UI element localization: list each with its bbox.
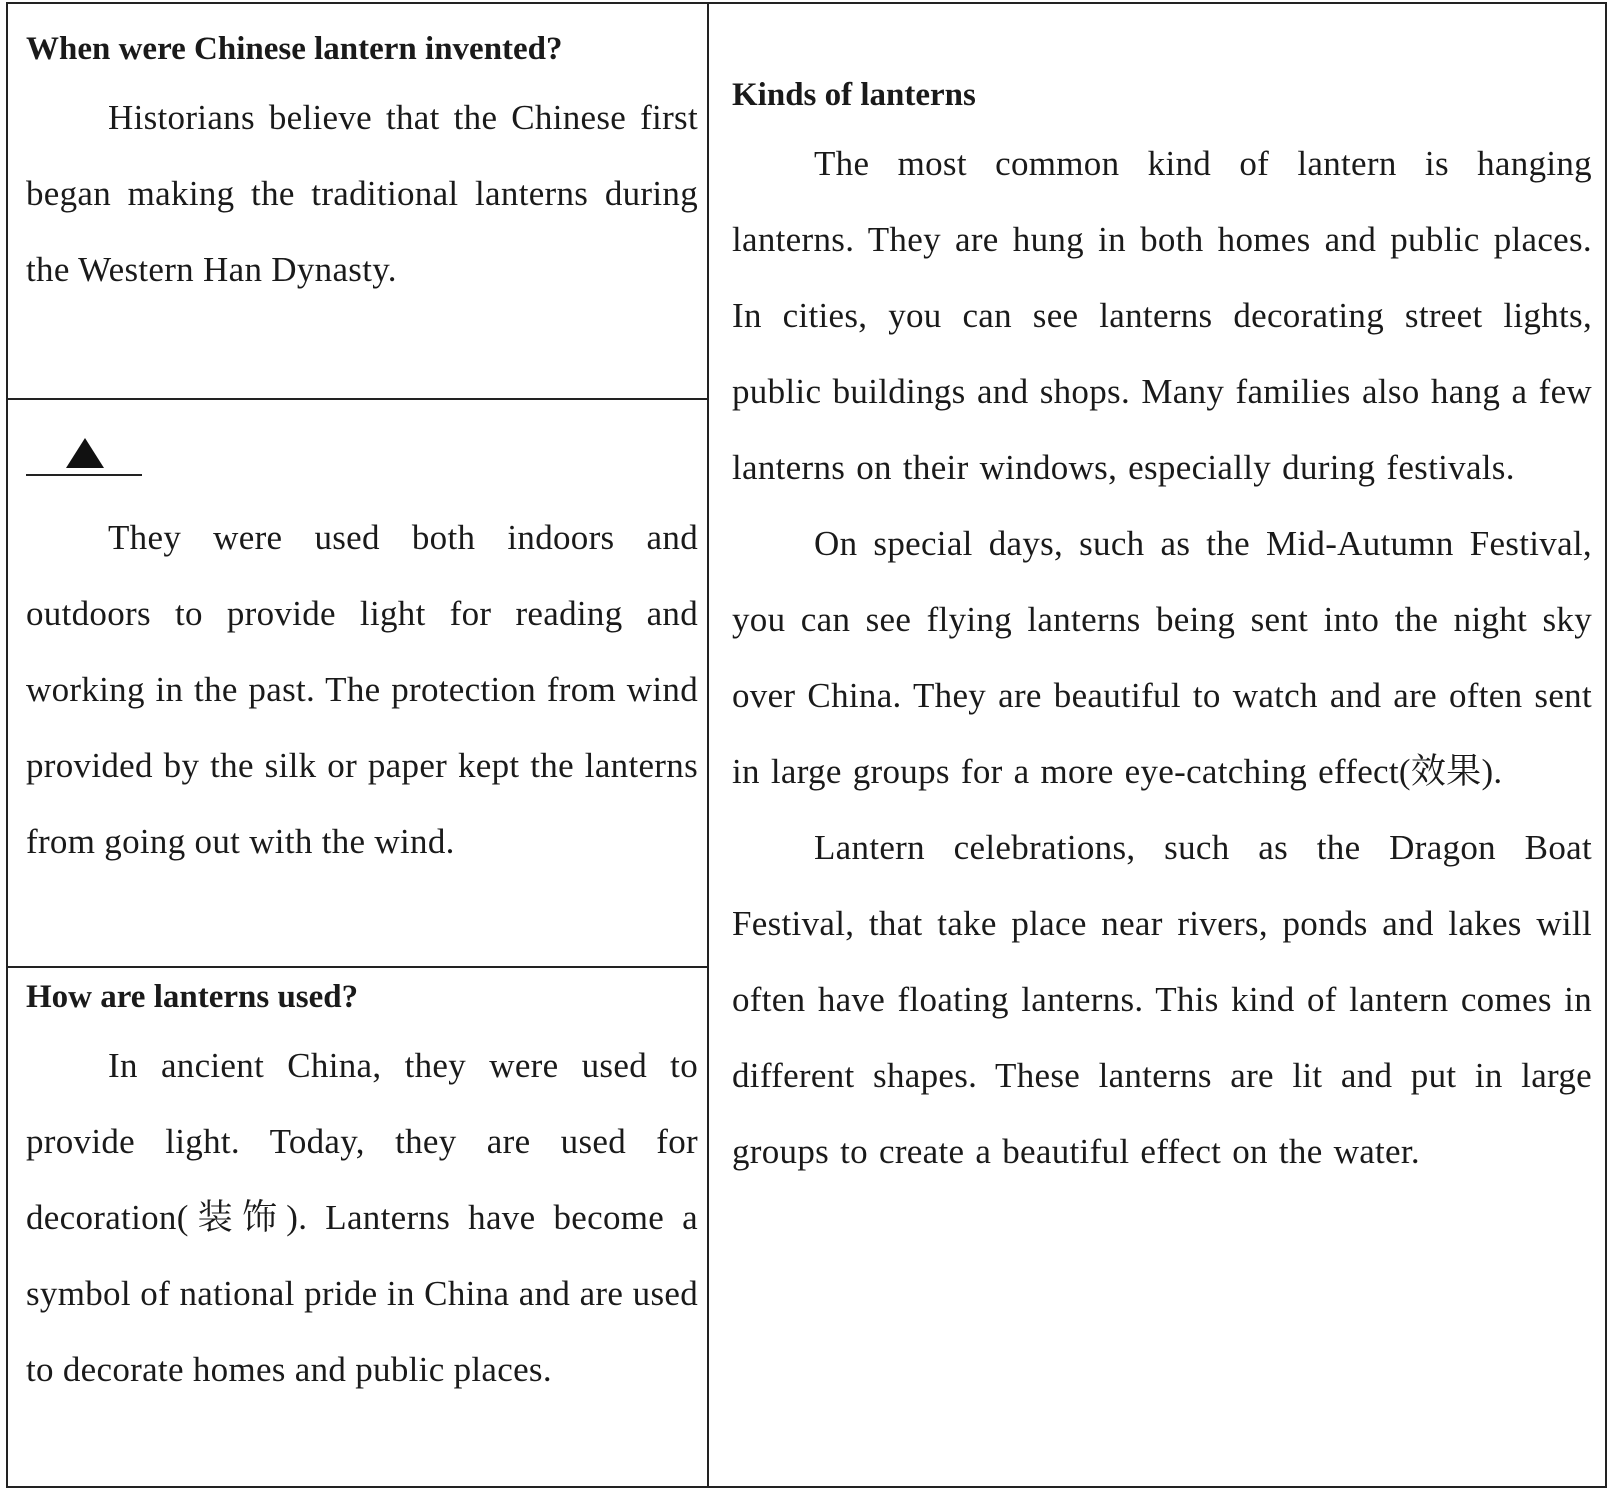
section-used xyxy=(26,974,698,1408)
section-blank xyxy=(26,430,698,880)
paragraph-used: In ancient China, they were used to provide light. Today, they are used for decoration(装饰). Lanterns have become a symbol of national pride in China and are used to decorate homes and public places. xyxy=(26,1046,698,1389)
blank-underline xyxy=(26,474,142,476)
row-divider-2 xyxy=(6,966,709,968)
filled-triangle-icon xyxy=(66,438,104,468)
heading-invented: When were Chinese lantern invented? xyxy=(26,31,563,67)
heading-used: How are lanterns used? xyxy=(26,979,359,1015)
section-invented xyxy=(26,26,698,308)
paragraph-kinds-1: The most common kind of lantern is hanging lanterns. They are hung in both homes and public places. In cities, you can see lanterns decorating street lights, public buildings and shops. Many families also hang a few lanterns on their windows, especially during festivals. xyxy=(732,144,1592,487)
section-kinds xyxy=(732,72,1592,1190)
paragraph-kinds-2: On special days, such as the Mid-Autumn Festival, you can see flying lanterns being sent into the night sky over China. They are beautiful to watch and are often sent in large groups for a more eye-catching effect(效果). xyxy=(732,524,1592,791)
paragraph-blank: They were used both indoors and outdoors to provide light for reading and working in the past. The protection from wind provided by the silk or paper kept the lanterns from going out with the wind. xyxy=(26,518,698,861)
row-divider-1 xyxy=(6,398,709,400)
column-divider xyxy=(707,2,709,1488)
paragraph-invented: Historians believe that the Chinese first began making the traditional lanterns during the Western Han Dynasty. xyxy=(26,98,698,289)
answer-blank xyxy=(26,430,698,482)
heading-kinds: Kinds of lanterns xyxy=(732,77,976,113)
paragraph-kinds-3: Lantern celebrations, such as the Dragon Boat Festival, that take place near rivers, ponds and lakes will often have floating lanterns. This kind of lantern comes in different shapes. These lanterns are lit and put in large groups to create a beautiful effect on the water. xyxy=(732,828,1592,1171)
